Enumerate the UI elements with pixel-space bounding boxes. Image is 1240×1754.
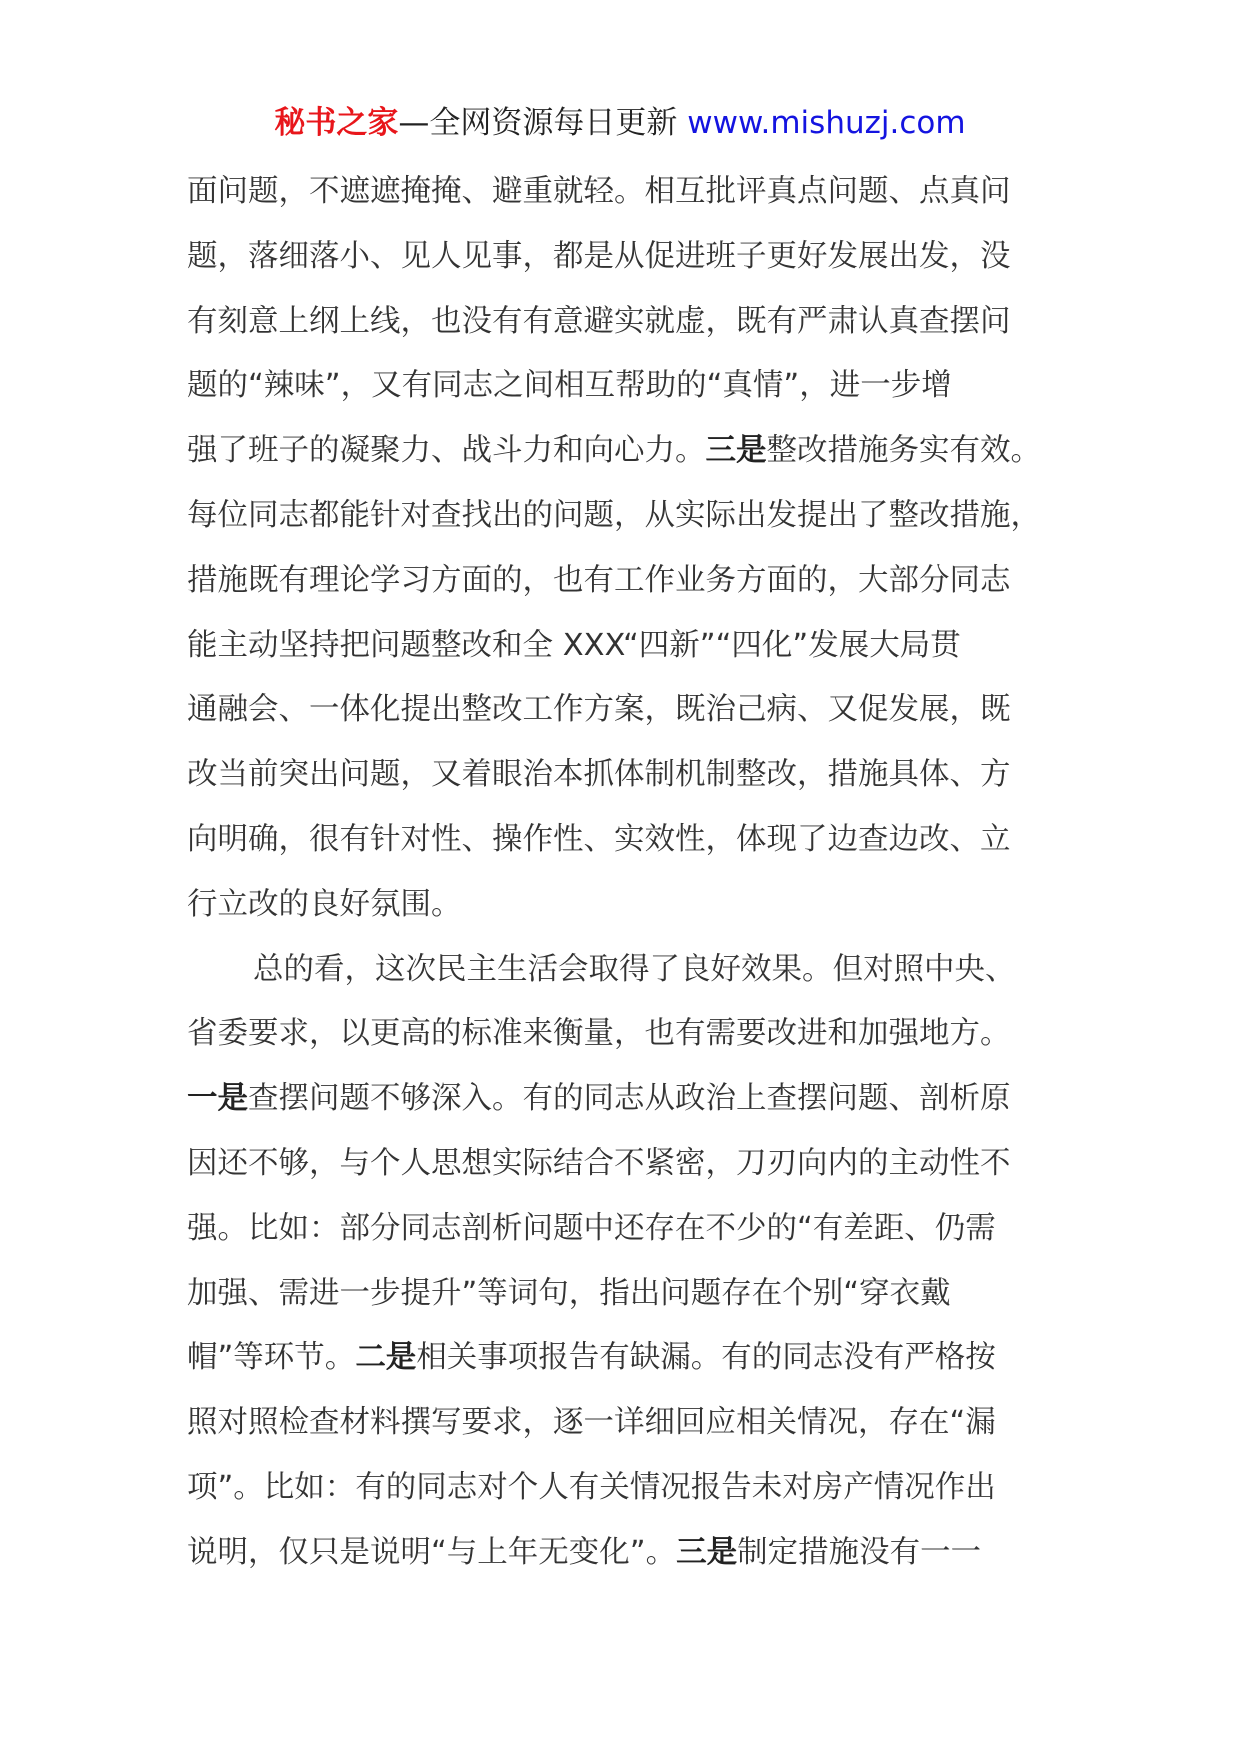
text-segment: 能主动坚持把问题整改和全 XXX“四新”“四化”发展大局贯	[187, 627, 961, 663]
text-line	[187, 1197, 1067, 1262]
text-segment: 行立改的良好氛围。	[187, 886, 462, 922]
text-line	[187, 1262, 1067, 1327]
text-segment: 向明确，很有针对性、操作性、实效性，体现了边查边改、立	[187, 821, 1011, 857]
text-line	[187, 1326, 1067, 1391]
text-line	[187, 549, 1067, 614]
text-segment: 整改措施务实有效。	[766, 433, 1041, 469]
text-line	[187, 743, 1067, 808]
text-line	[187, 1002, 1067, 1067]
text-segment: 措施既有理论学习方面的，也有工作业务方面的，大部分同志	[187, 562, 1011, 598]
text-line	[187, 160, 1067, 225]
text-segment: 说明，仅只是说明“与上年无变化”。	[187, 1534, 677, 1570]
text-segment: 帽”等环节。	[187, 1340, 356, 1376]
text-segment: 总的看，这次民主生活会取得了良好效果。但对照中央、	[253, 951, 1016, 987]
text-segment: 通融会、一体化提出整改工作方案，既治己病、又促发展，既	[187, 692, 1011, 728]
text-line	[187, 1391, 1067, 1456]
text-line	[187, 290, 1067, 355]
site-brand: 秘书之家	[274, 105, 399, 141]
text-segment: 题，落细落小、见人见事，都是从促进班子更好发展出发，没	[187, 238, 1011, 274]
text-segment: 制定措施没有一一	[737, 1534, 982, 1570]
text-segment: 强了班子的凝聚力、战斗力和向心力。	[187, 433, 706, 469]
text-segment: 查摆问题不够深入。有的同志从政治上查摆问题、剖析原	[248, 1081, 1011, 1117]
text-segment: 照对照检查材料撰写要求，逐一详细回应相关情况，存在“漏	[187, 1405, 996, 1441]
text-segment: 因还不够，与个人思想实际结合不紧密，刀刃向内的主动性不	[187, 1145, 1011, 1181]
document-body	[187, 160, 1067, 1586]
text-segment: 加强、需进一步提升”等词句，指出问题存在个别“穿衣戴	[187, 1275, 951, 1311]
text-line	[187, 808, 1067, 873]
text-line	[187, 1132, 1067, 1197]
text-segment: 每位同志都能针对查找出的问题，从实际出发提出了整改措施，	[187, 497, 1041, 533]
text-segment: 省委要求，以更高的标准来衡量，也有需要改进和加强地方。	[187, 1016, 1011, 1052]
text-segment: 有刻意上纲上线，也没有有意避实就虚，既有严肃认真查摆问	[187, 303, 1011, 339]
bold-label: 一是	[187, 1081, 248, 1117]
bold-label: 三是	[705, 433, 767, 469]
text-segment: 强。比如：部分同志剖析问题中还存在不少的“有差距、仍需	[187, 1210, 996, 1246]
text-line	[187, 678, 1067, 743]
site-header	[0, 101, 1240, 145]
text-segment: 面问题，不遮遮掩掩、避重就轻。相互批评真点问题、点真问	[187, 174, 1011, 209]
bold-label: 二是	[355, 1340, 417, 1376]
text-line	[187, 1067, 1067, 1132]
text-segment: 项”。比如：有的同志对个人有关情况报告未对房产情况作出	[187, 1469, 996, 1505]
text-segment: 改当前突出问题，又着眼治本抓体制机制整改，措施具体、方	[187, 757, 1011, 793]
text-line	[187, 484, 1067, 549]
text-line	[187, 419, 1067, 484]
text-line	[187, 614, 1067, 679]
text-segment: 相关事项报告有缺漏。有的同志没有严格按	[416, 1340, 996, 1376]
site-url-link[interactable]: www.mishuzj.com	[687, 105, 966, 141]
bold-label: 三是	[676, 1534, 738, 1570]
text-line	[187, 354, 1067, 419]
text-segment: 题的“辣味”，又有同志之间相互帮助的“真情”，进一步增	[187, 368, 952, 404]
text-line	[187, 873, 1067, 938]
text-line	[187, 1521, 1067, 1586]
text-line	[187, 225, 1067, 290]
text-line	[187, 938, 1067, 1003]
site-slogan: —全网资源每日更新	[398, 105, 688, 141]
text-line	[187, 1456, 1067, 1521]
